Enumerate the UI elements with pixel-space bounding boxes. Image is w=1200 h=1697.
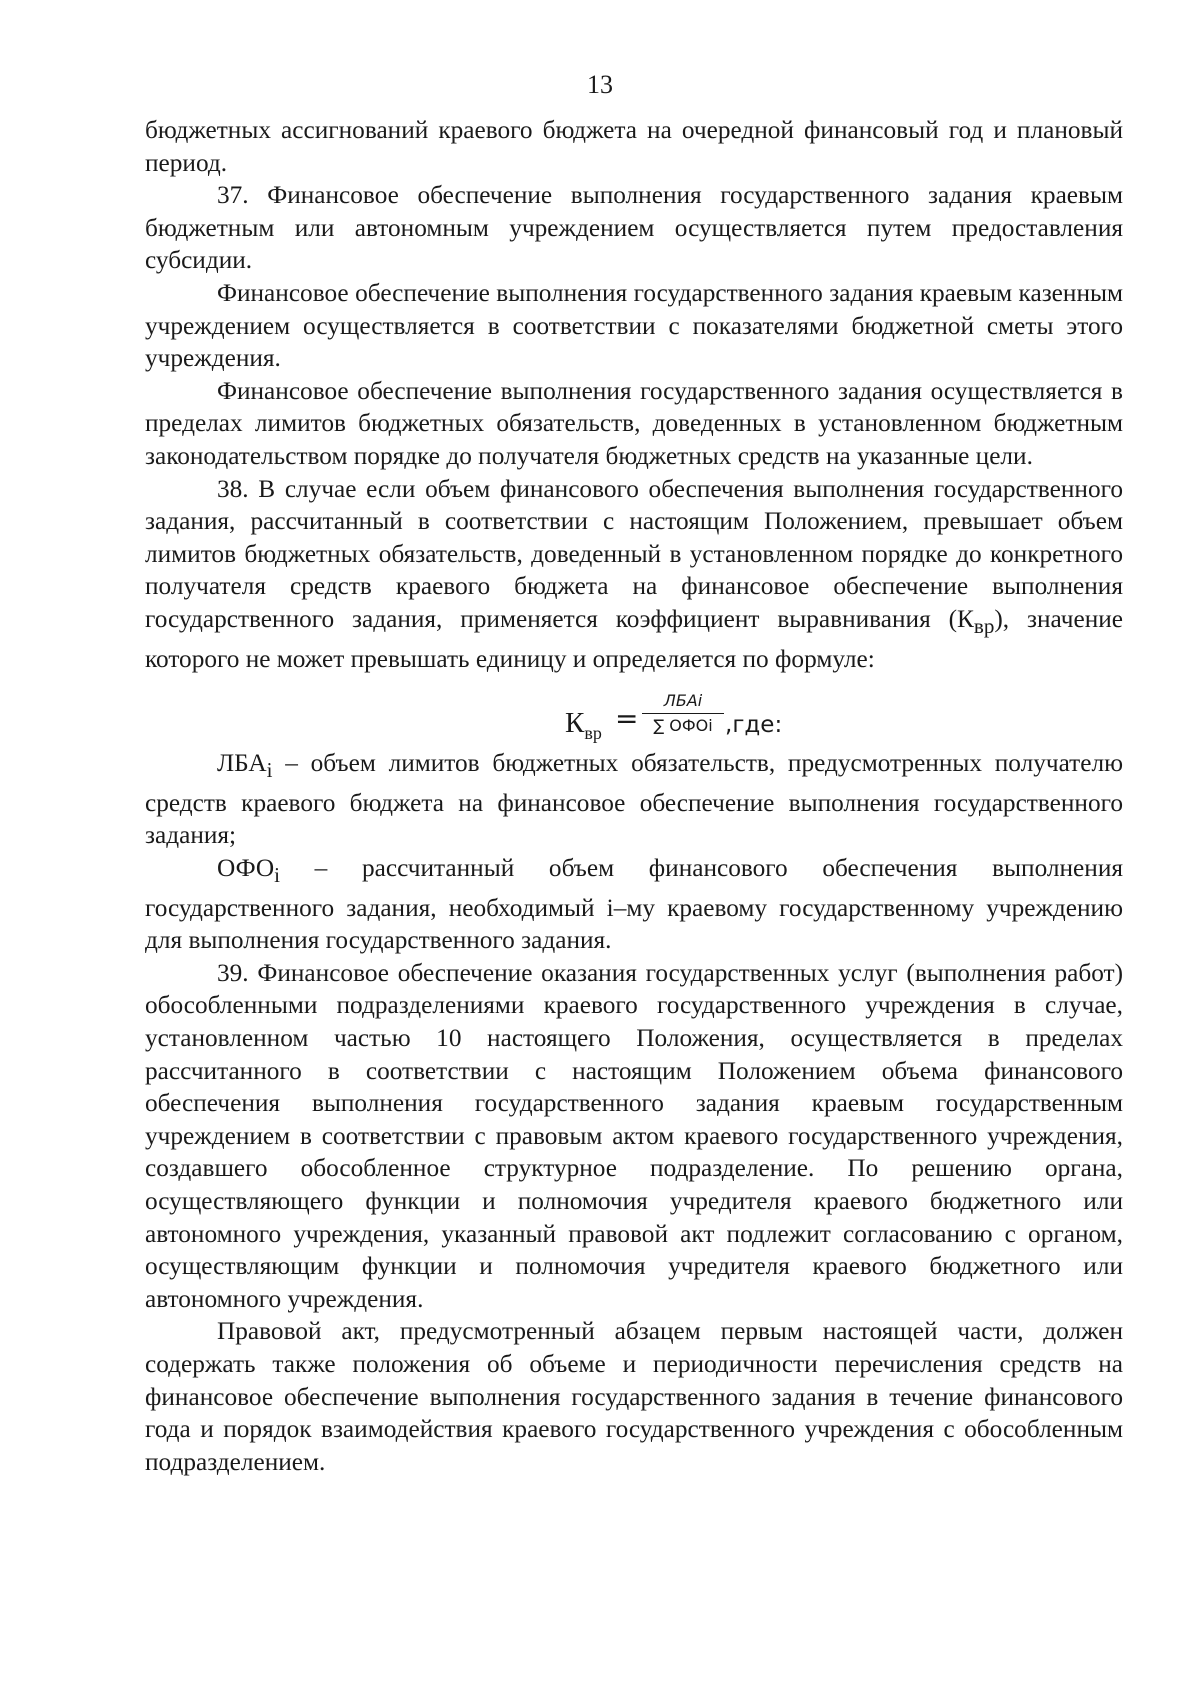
paragraph-38-text-b: ), значение которого не может превышать единицу и определяется по формуле: <box>145 604 1123 673</box>
definition-ofo-term: ОФО <box>217 853 275 882</box>
definition-ofo-text: – рассчитанный объем финансового обеспечения выполнения государственного задания, необходимый i–му краевому государственному учреждению для выполнения государственного задания. <box>145 853 1123 955</box>
formula-lhs <box>565 707 602 749</box>
definition-lba-subscript: i <box>266 758 273 783</box>
document-body <box>145 114 1123 1478</box>
paragraph-39-legal-act: Правовой акт, предусмотренный абзацем первым настоящей части, должен содержать также положения об объеме и периодичности перечисления средств на финансовое обеспечение выполнения государственного задания в течение финансового года и порядок взаимодействия краевого государственного учреждения с обособленным подразделением. <box>145 1317 1123 1476</box>
definition-lba-text: – объем лимитов бюджетных обязательств, предусмотренных получателю средств краевого бюджета на финансовое обеспечение выполнения государственного задания; <box>145 749 1123 850</box>
paragraph-38-text-a: 38. В случае если объем финансового обеспечения выполнения государственного задания, рассчитанный в соответствии с настоящим Положением, превышает объем лимитов бюджетных обязательств, доведенный в установленном порядке до конкретного получателя средств краевого бюджета на финансовое обеспечение выполнения государственного задания, применяется коэффициент выравнивания (К <box>145 474 1123 633</box>
definition-lba <box>145 747 1123 852</box>
formula-denominator: ∑ ОФОi <box>653 716 713 736</box>
formula-fraction <box>642 689 724 738</box>
paragraph-continuation: бюджетных ассигнований краевого бюджета на очередной финансовый год и плановый период. <box>145 116 1123 177</box>
paragraph-37-kazennoe: Финансовое обеспечение выполнения государственного задания краевым казенным учреждением осуществляется в соответствии с показателями бюджетной сметы этого учреждения. <box>145 278 1123 373</box>
definition-ofo-subscript: i <box>274 863 280 888</box>
formula-comma: , <box>725 712 733 739</box>
paragraph-39: 39. Финансовое обеспечение оказания государственных услуг (выполнения работ) обособленными подразделениями краевого государственного учреждения в случае, установленном частью 10 настоящего Положения, осуществляется в пределах рассчитанного в соответствии с настоящим Положением объема финансового обеспечения выполнения государственного задания краевым государственным учреждением в соответствии с правовым актом краевого государственного учреждения, создавшего обособленное структурное подразделение. По решению органа, осуществляющего функции и полномочия учредителя краевого бюджетного или автономного учреждения, указанный правовой акт подлежит согласованию с органом, осуществляющим функции и полномочия учредителя краевого бюджетного или автономного учреждения. <box>145 958 1123 1313</box>
definition-lba-term: ЛБА <box>217 749 267 778</box>
paragraph-37: 37. Финансовое обеспечение выполнения государственного задания краевым бюджетным или автономным учреждением осуществляется путем предоставления субсидии. <box>145 181 1123 275</box>
formula-lhs-symbol: К <box>565 707 585 740</box>
paragraph-37-limits: Финансовое обеспечение выполнения государственного задания осуществляется в пределах лимитов бюджетных обязательств, доведенных в установленном бюджетным законодательством порядке до получателя бюджетных средств на указанные цели. <box>145 376 1123 470</box>
formula-lhs-subscript: вр <box>584 722 602 743</box>
formula-numerator: ЛБАi <box>642 689 724 714</box>
formula-equals: = <box>615 702 639 736</box>
paragraph-38 <box>145 473 1123 676</box>
page-number: 13 <box>587 70 613 99</box>
paragraph-38-subscript: вр <box>973 613 995 638</box>
formula-suffix <box>725 709 782 742</box>
formula-where: где: <box>732 712 783 739</box>
definition-ofo <box>145 852 1123 957</box>
formula-kvr <box>145 675 1123 747</box>
